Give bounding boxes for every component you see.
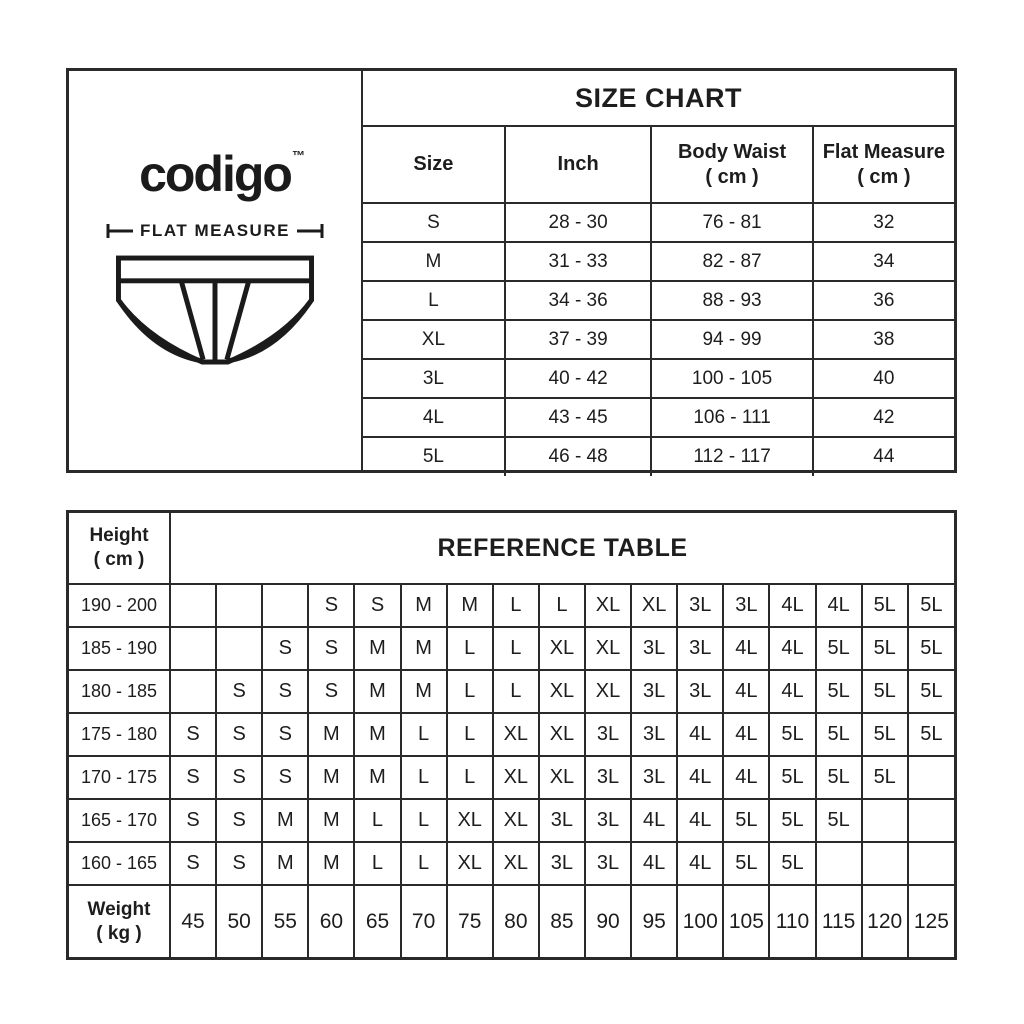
size-grid-cell: L (354, 842, 400, 885)
weight-value-cell: 75 (447, 885, 493, 957)
weight-value-cell: 55 (262, 885, 308, 957)
size-grid-cell: S (170, 756, 216, 799)
column-header-line: ( cm ) (857, 165, 911, 188)
column-header-line: Inch (557, 153, 599, 175)
size-grid-cell (862, 842, 908, 885)
weight-label-line: Weight (87, 898, 151, 920)
weight-value-cell: 70 (401, 885, 447, 957)
size-grid-cell (170, 670, 216, 713)
size-grid-cell: M (447, 584, 493, 627)
weight-value-cell: 115 (816, 885, 862, 957)
size-chart-cell-size: 5L (363, 437, 505, 476)
size-grid-cell: 4L (631, 842, 677, 885)
size-grid-cell: 3L (539, 842, 585, 885)
size-grid-cell: 5L (862, 584, 908, 627)
size-grid-cell: L (493, 584, 539, 627)
column-header-inch (505, 126, 652, 203)
height-label-line: Height (89, 525, 149, 547)
size-grid-cell: S (262, 756, 308, 799)
size-grid-cell: 4L (631, 799, 677, 842)
size-chart-cell-flat_measure: 38 (813, 320, 954, 359)
size-grid-cell: 5L (816, 713, 862, 756)
size-grid-cell: 5L (908, 584, 954, 627)
flat-measure-label (105, 221, 325, 241)
size-grid-cell: 5L (862, 713, 908, 756)
size-grid-cell: S (262, 670, 308, 713)
weight-value-cell: 100 (677, 885, 723, 957)
measure-right-bracket-icon (297, 221, 325, 241)
size-chart-cell-body_waist: 100 - 105 (651, 359, 812, 398)
size-chart-cell-body_waist: 88 - 93 (651, 281, 812, 320)
size-grid-cell: M (308, 842, 354, 885)
measure-left-bracket-icon (105, 221, 133, 241)
size-grid-cell (170, 627, 216, 670)
weight-value-cell: 45 (170, 885, 216, 957)
size-grid-cell: 5L (862, 670, 908, 713)
size-grid-cell: 3L (631, 670, 677, 713)
height-label-line: ( cm ) (93, 549, 145, 570)
size-chart-cell-body_waist: 76 - 81 (651, 203, 812, 242)
column-header-line: Flat Measure (822, 140, 945, 163)
size-grid-cell (216, 584, 262, 627)
size-grid-cell: 5L (769, 756, 815, 799)
size-chart-cell-flat_measure: 32 (813, 203, 954, 242)
size-grid-cell: XL (539, 627, 585, 670)
weight-value-cell: 120 (862, 885, 908, 957)
size-grid-cell: S (216, 713, 262, 756)
size-grid-cell: S (170, 713, 216, 756)
reference-row (69, 842, 954, 885)
size-grid-cell: L (447, 713, 493, 756)
size-grid-cell: 4L (769, 627, 815, 670)
size-grid-cell: 5L (908, 627, 954, 670)
size-chart-cell-inch: 46 - 48 (505, 437, 652, 476)
size-grid-cell: M (354, 713, 400, 756)
size-grid-cell: 4L (723, 627, 769, 670)
size-grid-cell: 4L (677, 713, 723, 756)
size-grid-cell (216, 627, 262, 670)
column-header-body-waist (651, 126, 812, 203)
size-grid-cell: L (354, 799, 400, 842)
size-grid-cell: XL (493, 799, 539, 842)
size-grid-cell (908, 842, 954, 885)
brand-logo (139, 146, 305, 202)
size-chart-cell-body_waist: 94 - 99 (651, 320, 812, 359)
height-range-cell: 165 - 170 (69, 799, 170, 842)
size-chart-cell-body_waist: 112 - 117 (651, 437, 812, 476)
size-grid-cell: 3L (585, 713, 631, 756)
size-chart-row (363, 320, 954, 359)
trademark-symbol: ™ (291, 148, 305, 163)
size-grid-cell: 4L (723, 713, 769, 756)
size-chart-cell-size: S (363, 203, 505, 242)
size-chart-row (363, 398, 954, 437)
size-grid-cell: 4L (677, 799, 723, 842)
size-grid-cell: S (262, 627, 308, 670)
size-grid-cell: 5L (816, 670, 862, 713)
size-grid-cell: L (447, 627, 493, 670)
size-chart-cell-size: L (363, 281, 505, 320)
height-range-cell: 185 - 190 (69, 627, 170, 670)
size-grid-cell: S (262, 713, 308, 756)
size-grid-cell: XL (493, 842, 539, 885)
size-grid-cell: XL (447, 842, 493, 885)
weight-value-cell: 50 (216, 885, 262, 957)
size-grid-cell: M (401, 584, 447, 627)
size-grid-cell: 5L (769, 799, 815, 842)
size-grid-cell: S (354, 584, 400, 627)
size-grid-cell: XL (539, 670, 585, 713)
size-grid-cell: 5L (908, 713, 954, 756)
weight-value-cell: 85 (539, 885, 585, 957)
size-grid-cell: 3L (585, 756, 631, 799)
size-grid-cell: M (308, 713, 354, 756)
size-chart-cell-size: 4L (363, 398, 505, 437)
size-grid-cell: 5L (816, 799, 862, 842)
size-grid-cell: 5L (862, 756, 908, 799)
size-chart-cell-inch: 40 - 42 (505, 359, 652, 398)
weight-row (69, 885, 954, 957)
column-header-line: Size (413, 153, 454, 175)
size-chart-cell-flat_measure: 34 (813, 242, 954, 281)
weight-value-cell: 125 (908, 885, 954, 957)
size-grid-cell: XL (493, 756, 539, 799)
size-grid-cell: XL (447, 799, 493, 842)
reference-row (69, 713, 954, 756)
reference-header-row (69, 513, 954, 584)
size-grid-cell: 4L (769, 670, 815, 713)
size-grid-cell: L (401, 756, 447, 799)
size-grid-cell: 5L (769, 842, 815, 885)
size-chart-section (66, 68, 957, 473)
size-grid-cell: S (170, 842, 216, 885)
size-grid-cell: L (401, 713, 447, 756)
size-grid-cell: 4L (816, 584, 862, 627)
size-grid-cell: XL (539, 756, 585, 799)
size-chart-cell-flat_measure: 40 (813, 359, 954, 398)
size-chart-cell-flat_measure: 36 (813, 281, 954, 320)
reference-row (69, 584, 954, 627)
column-header-flat-measure (813, 126, 954, 203)
brand-panel (69, 71, 363, 470)
size-grid-cell: XL (493, 713, 539, 756)
size-grid-cell: M (262, 842, 308, 885)
size-chart-cell-inch: 28 - 30 (505, 203, 652, 242)
height-range-cell: 190 - 200 (69, 584, 170, 627)
size-grid-cell: L (401, 799, 447, 842)
size-grid-cell (816, 842, 862, 885)
column-header-line: Body Waist (677, 140, 787, 163)
size-grid-cell: M (308, 756, 354, 799)
size-grid-cell: 3L (723, 584, 769, 627)
size-grid-cell: 4L (769, 584, 815, 627)
size-chart-cell-inch: 31 - 33 (505, 242, 652, 281)
size-chart-cell-flat_measure: 44 (813, 437, 954, 476)
size-grid-cell: XL (539, 713, 585, 756)
size-grid-cell: L (493, 670, 539, 713)
size-grid-cell: S (308, 584, 354, 627)
size-grid-cell: 3L (631, 756, 677, 799)
size-grid-cell: S (170, 799, 216, 842)
size-grid-cell (908, 799, 954, 842)
size-grid-cell: XL (585, 627, 631, 670)
size-chart-cell-body_waist: 106 - 111 (651, 398, 812, 437)
reference-row (69, 627, 954, 670)
size-grid-cell: L (493, 627, 539, 670)
size-grid-cell: M (262, 799, 308, 842)
weight-value-cell: 95 (631, 885, 677, 957)
size-chart-cell-flat_measure: 42 (813, 398, 954, 437)
column-header-line: ( cm ) (705, 165, 759, 188)
size-grid-cell: 5L (769, 713, 815, 756)
size-chart-row (363, 437, 954, 476)
size-grid-cell: S (308, 627, 354, 670)
size-grid-cell: 5L (816, 627, 862, 670)
height-range-cell: 160 - 165 (69, 842, 170, 885)
size-grid-cell: 3L (585, 842, 631, 885)
size-grid-cell: 3L (585, 799, 631, 842)
weight-value-cell: 105 (723, 885, 769, 957)
height-range-cell: 180 - 185 (69, 670, 170, 713)
size-grid-cell: S (216, 670, 262, 713)
size-chart-cell-size: M (363, 242, 505, 281)
size-chart-row (363, 203, 954, 242)
size-grid-cell: L (447, 756, 493, 799)
weight-value-cell: 60 (308, 885, 354, 957)
weight-label-line: ( kg ) (96, 922, 142, 944)
size-grid-cell: 3L (677, 627, 723, 670)
reference-table-title: REFERENCE TABLE (170, 513, 954, 584)
size-chart-row (363, 281, 954, 320)
weight-value-cell: 90 (585, 885, 631, 957)
size-grid-cell: M (308, 799, 354, 842)
weight-column-header (69, 885, 170, 957)
size-grid-cell: 5L (908, 670, 954, 713)
size-grid-cell: 5L (816, 756, 862, 799)
size-grid-cell: 5L (723, 799, 769, 842)
size-grid-cell: 3L (677, 584, 723, 627)
reference-table-section (66, 510, 957, 960)
size-grid-cell: M (354, 670, 400, 713)
reference-row (69, 670, 954, 713)
size-grid-cell: S (308, 670, 354, 713)
size-grid-cell: S (216, 842, 262, 885)
size-grid-cell: 3L (631, 713, 677, 756)
weight-value-cell: 110 (769, 885, 815, 957)
column-header-size (363, 126, 505, 203)
size-grid-cell: 4L (677, 756, 723, 799)
size-grid-cell: L (447, 670, 493, 713)
size-grid-cell (908, 756, 954, 799)
size-grid-cell (170, 584, 216, 627)
weight-value-cell: 80 (493, 885, 539, 957)
size-chart-cell-inch: 37 - 39 (505, 320, 652, 359)
weight-value-cell: 65 (354, 885, 400, 957)
size-grid-cell: 4L (723, 670, 769, 713)
size-grid-cell: M (354, 756, 400, 799)
size-grid-cell: 3L (539, 799, 585, 842)
size-grid-cell: M (354, 627, 400, 670)
size-chart-cell-size: 3L (363, 359, 505, 398)
size-chart-header-row (363, 126, 954, 203)
height-range-cell: 175 - 180 (69, 713, 170, 756)
brand-logo-text: codigo (139, 146, 291, 202)
size-grid-cell: M (401, 627, 447, 670)
height-range-cell: 170 - 175 (69, 756, 170, 799)
size-grid-cell: 4L (677, 842, 723, 885)
size-grid-cell (262, 584, 308, 627)
size-chart-title-row (363, 71, 954, 126)
size-grid-cell: XL (631, 584, 677, 627)
size-grid-cell (862, 799, 908, 842)
size-grid-cell: M (401, 670, 447, 713)
size-grid-cell: S (216, 799, 262, 842)
briefs-diagram-icon (116, 255, 314, 368)
size-chart-cell-inch: 43 - 45 (505, 398, 652, 437)
reference-row (69, 756, 954, 799)
size-grid-cell: 5L (862, 627, 908, 670)
size-grid-cell: 3L (631, 627, 677, 670)
size-grid-cell: XL (585, 670, 631, 713)
size-chart-row (363, 242, 954, 281)
size-grid-cell: S (216, 756, 262, 799)
flat-measure-text: FLAT MEASURE (140, 221, 290, 240)
size-chart-row (363, 359, 954, 398)
size-chart-title: SIZE CHART (363, 71, 954, 126)
size-grid-cell: 4L (723, 756, 769, 799)
size-chart-cell-inch: 34 - 36 (505, 281, 652, 320)
size-grid-cell: 3L (677, 670, 723, 713)
size-chart-cell-body_waist: 82 - 87 (651, 242, 812, 281)
size-chart-cell-size: XL (363, 320, 505, 359)
size-grid-cell: L (401, 842, 447, 885)
size-chart-table (363, 71, 954, 476)
reference-table (69, 513, 954, 957)
size-grid-cell: 5L (723, 842, 769, 885)
height-column-header (69, 513, 170, 584)
reference-row (69, 799, 954, 842)
size-grid-cell: L (539, 584, 585, 627)
size-grid-cell: XL (585, 584, 631, 627)
